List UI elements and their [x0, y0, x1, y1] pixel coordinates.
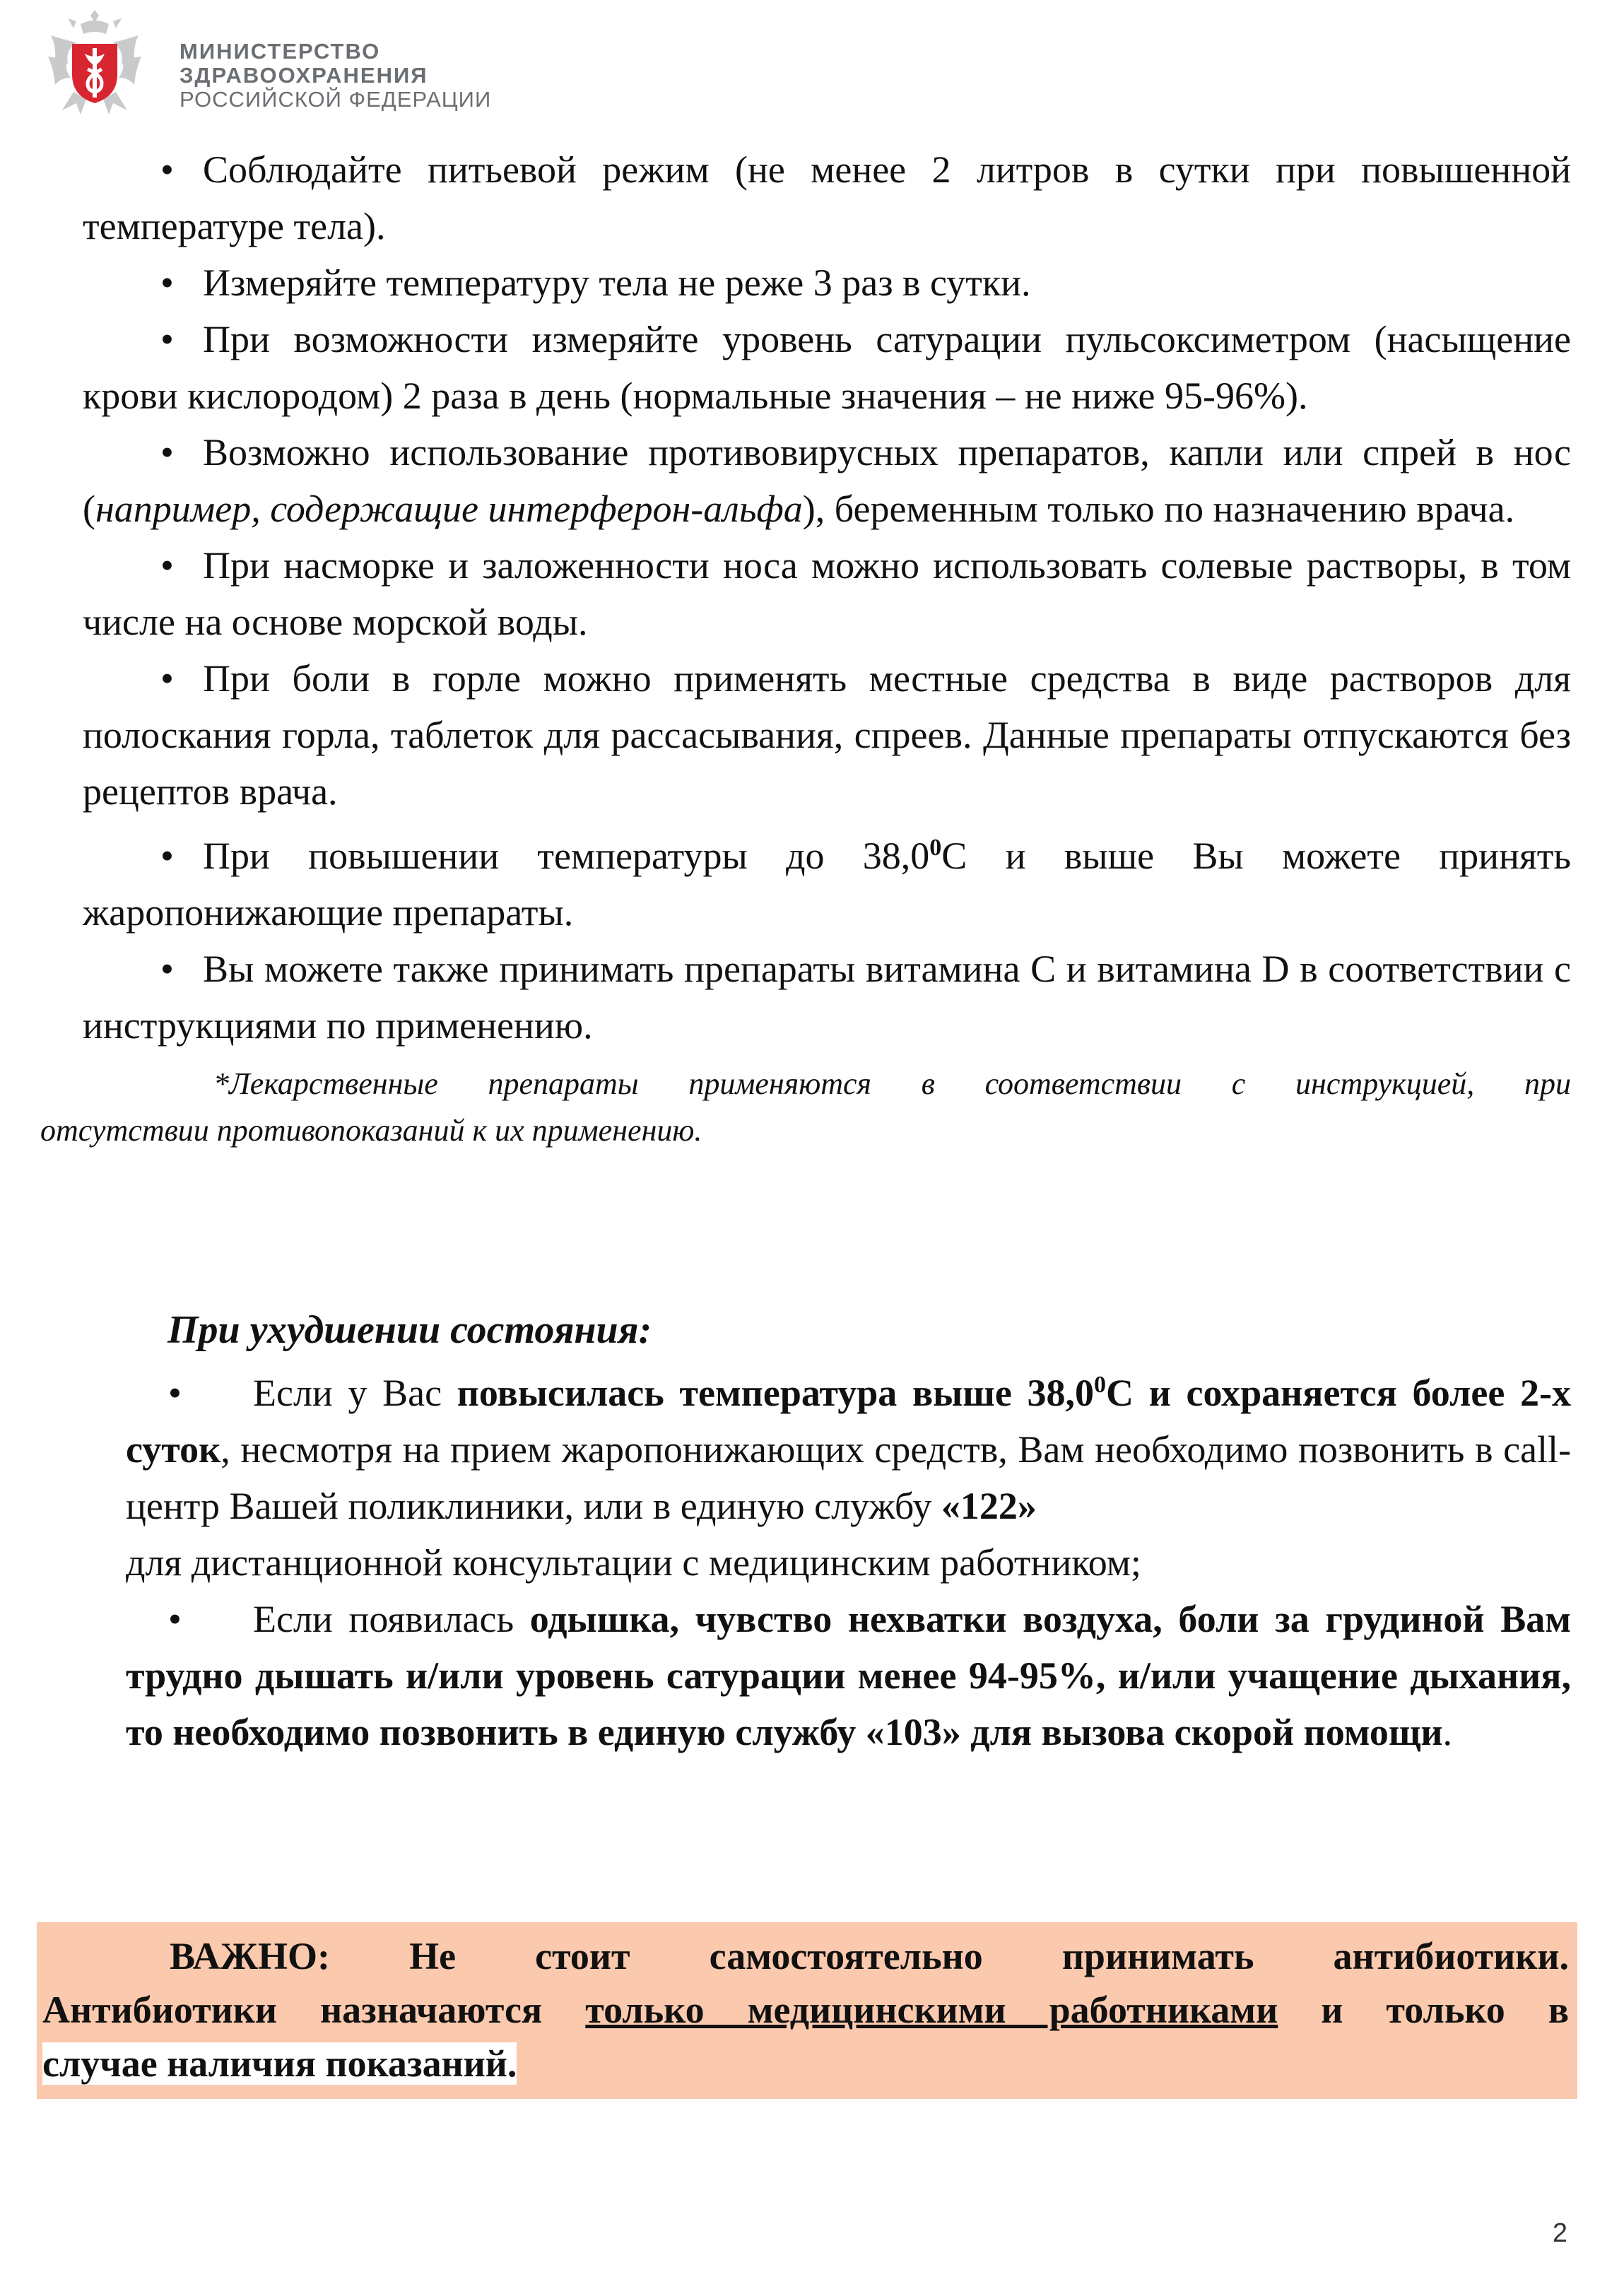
list-item-text: С и выше Вы можете принять жаропонижающие препараты.	[83, 835, 1571, 934]
ministry-line2: ЗДРАВООХРАНЕНИЯ	[180, 63, 428, 88]
important-text	[42, 1929, 1569, 2090]
list-item-bold: повысилась температура выше 38,0	[457, 1372, 1095, 1414]
recommendations-list	[40, 141, 1571, 1154]
bullet-icon: •	[160, 318, 174, 360]
list-item-text: , несмотря на прием жаропонижающих средств, Вам необходимо позвонить в call-центр Вашей поликлиники, или в единую службу	[126, 1428, 1571, 1527]
worsening-list	[126, 1357, 1571, 1760]
important-line3-text: случае наличия показаний.	[42, 2042, 517, 2085]
list-item-continuation: для дистанционной консультации с медицинским работником;	[126, 1541, 1141, 1584]
list-item	[83, 254, 1571, 311]
list-item-text: Если появилась	[253, 1598, 530, 1640]
list-item	[83, 311, 1571, 424]
list-item-bold: С и сохраняется более 2-х суток	[126, 1372, 1571, 1471]
ministry-line1: МИНИСТЕРСТВО	[180, 39, 381, 64]
list-item-text: Соблюдайте питьевой режим (не менее 2 литров в сутки при повышенной температуре тела).	[83, 148, 1571, 247]
list-item-italic: например, содержащие интерферон-альфа	[95, 488, 803, 530]
degree-superscript: 0	[929, 835, 942, 861]
list-item	[126, 1357, 1571, 1534]
list-item	[83, 820, 1571, 941]
list-item	[83, 650, 1571, 820]
bullet-icon: •	[160, 948, 174, 990]
important-line1: ВАЖНО: Не стоит самостоятельно принимать антибиотики.	[170, 1935, 1569, 1977]
list-item	[126, 1591, 1571, 1760]
important-text-part: и только в	[1278, 1989, 1570, 2031]
list-item-text: Измеряйте температуру тела не реже 3 раз в сутки.	[203, 261, 1031, 304]
bullet-icon: •	[160, 148, 174, 191]
bullet-icon: •	[160, 544, 174, 587]
page-header	[45, 7, 540, 120]
list-item	[83, 941, 1571, 1054]
degree-superscript: 0	[1094, 1372, 1107, 1398]
bullet-icon: •	[168, 1372, 182, 1414]
list-item-text: При боли в горле можно применять местные средства в виде растворов для полоскания горла, таблеток для рассасывания, спреев. Данные препараты отпускаются без рецептов врача.	[83, 657, 1571, 813]
ministry-name	[180, 40, 491, 112]
important-text-part: Антибиотики назначаются	[42, 1989, 586, 2031]
bullet-icon: •	[160, 431, 174, 473]
list-item-bold: одышка, чувство нехватки воздуха, боли за грудиной Вам трудно дышать и/или уровень сатурации менее 94-95%, и/или учащение дыхания, то необходимо позвонить в единую службу «103» для вызова скорой помощи	[126, 1598, 1571, 1753]
service-number: «122»	[941, 1485, 1037, 1527]
list-item-text: Если у Вас	[253, 1372, 457, 1414]
list-item-text: При возможности измеряйте уровень сатурации пульсоксиметром (насыщение крови кислородом) 2 раза в день (нормальные значения – не ниже 95-96%).	[83, 318, 1571, 417]
ministry-emblem-icon	[45, 7, 144, 119]
section-title: При ухудшении состояния:	[167, 1308, 652, 1352]
bullet-icon: •	[168, 1598, 182, 1640]
list-item-text: Вы можете также принимать препараты витамина С и витамина D в соответствии с инструкциями по применению.	[83, 948, 1571, 1047]
list-item-text: ), беременным только по назначению врача.	[802, 488, 1515, 530]
important-underlined: только медицинскими работниками	[585, 1989, 1278, 2031]
bullet-icon: •	[160, 835, 174, 877]
note-line2: отсутствии противопоказаний к их применению.	[40, 1113, 702, 1148]
page-number: 2	[1552, 2218, 1567, 2248]
list-item	[83, 141, 1571, 254]
list-item	[83, 537, 1571, 650]
list-item-text: Возможно использование противовирусных препаратов, капли или спрей в нос (	[83, 431, 1571, 530]
list-item	[83, 424, 1571, 537]
important-line2	[42, 1983, 1569, 2037]
list-item-text: При повышении температуры до 38,0	[203, 835, 930, 877]
bullet-icon: •	[160, 261, 174, 304]
list-item-text: .	[1442, 1711, 1453, 1753]
ministry-line3: РОССИЙСКОЙ ФЕДЕРАЦИИ	[180, 87, 492, 112]
medication-note	[40, 1061, 1571, 1154]
note-line1: *Лекарственные препараты применяются в соответствии с инструкцией, при	[213, 1066, 1571, 1101]
important-line3	[42, 2037, 1569, 2090]
bullet-icon: •	[160, 657, 174, 700]
list-item-text: При насморке и заложенности носа можно использовать солевые растворы, в том числе на основе морской воды.	[83, 544, 1571, 643]
